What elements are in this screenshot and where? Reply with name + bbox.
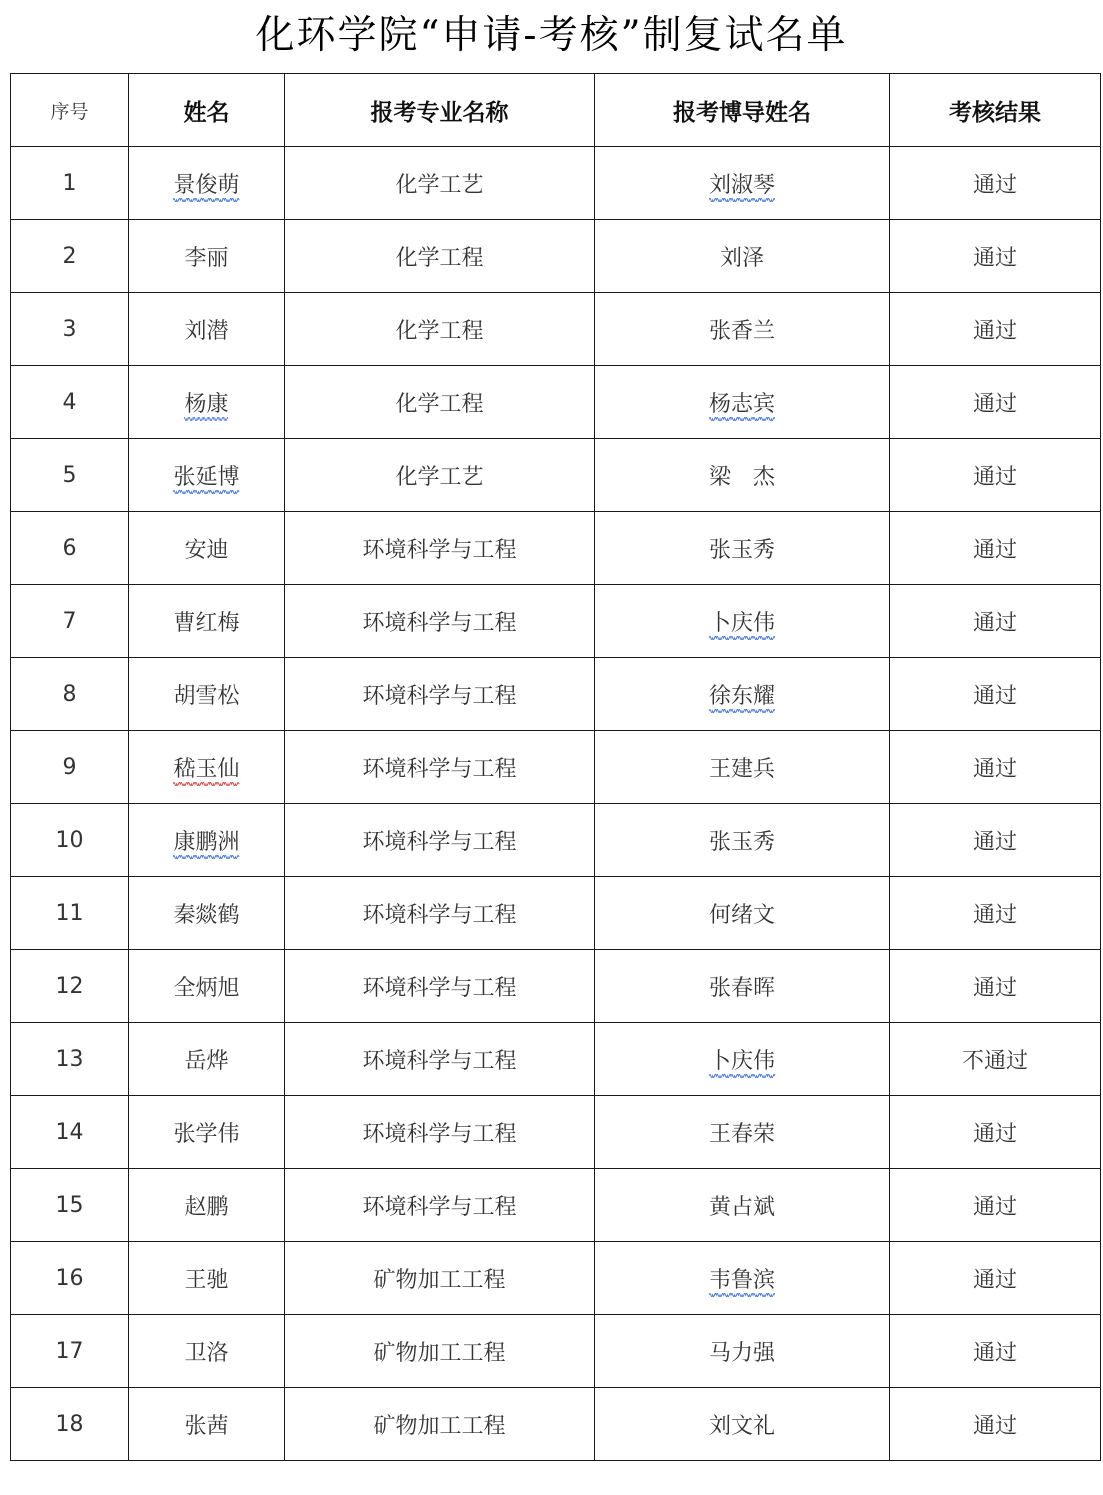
- cell-advisor: 刘文礼: [595, 1388, 890, 1461]
- cell-name: [129, 439, 285, 512]
- cell-name-text: 张延博: [173, 460, 239, 491]
- header-result: 考核结果: [890, 74, 1101, 147]
- cell-name: 安迪: [129, 512, 285, 585]
- table-row: [11, 950, 1101, 1023]
- cell-result: 通过: [890, 147, 1101, 220]
- cell-advisor: [595, 147, 890, 220]
- cell-seq: 4: [11, 366, 129, 439]
- cell-result: 通过: [890, 804, 1101, 877]
- cell-major: 矿物加工工程: [285, 1388, 595, 1461]
- cell-advisor: 王建兵: [595, 731, 890, 804]
- spellcheck-underline: [173, 197, 239, 203]
- cell-advisor-text: 卜庆伟: [709, 1044, 775, 1075]
- table-row: [11, 1169, 1101, 1242]
- cell-name: [129, 147, 285, 220]
- cell-advisor: 刘泽: [595, 220, 890, 293]
- cell-result: 通过: [890, 1169, 1101, 1242]
- cell-major: 环境科学与工程: [285, 658, 595, 731]
- cell-advisor: [595, 1023, 890, 1096]
- table-row: [11, 1315, 1101, 1388]
- cell-seq: 11: [11, 877, 129, 950]
- table-row: [11, 1242, 1101, 1315]
- cell-name-text: 嵇玉仙: [173, 752, 239, 783]
- cell-major: 环境科学与工程: [285, 877, 595, 950]
- header-name: 姓名: [129, 74, 285, 147]
- cell-advisor: 张玉秀: [595, 512, 890, 585]
- table-row: [11, 293, 1101, 366]
- cell-result: 通过: [890, 1388, 1101, 1461]
- spellcheck-underline: [709, 1073, 775, 1079]
- cell-result: 通过: [890, 877, 1101, 950]
- cell-seq: 1: [11, 147, 129, 220]
- cell-seq: 2: [11, 220, 129, 293]
- document-title: 化环学院“申请-考核”制复试名单: [255, 13, 848, 58]
- cell-name: 王驰: [129, 1242, 285, 1315]
- cell-name-text: 景俊萌: [173, 168, 239, 199]
- cell-name: 胡雪松: [129, 658, 285, 731]
- cell-seq: 13: [11, 1023, 129, 1096]
- cell-name: 张学伟: [129, 1096, 285, 1169]
- table-row: [11, 658, 1101, 731]
- cell-result: 通过: [890, 658, 1101, 731]
- cell-name: 全炳旭: [129, 950, 285, 1023]
- table-row: [11, 220, 1101, 293]
- cell-result: 通过: [890, 731, 1101, 804]
- cell-result: 通过: [890, 439, 1101, 512]
- cell-result: 通过: [890, 1315, 1101, 1388]
- cell-major: 化学工程: [285, 293, 595, 366]
- cell-advisor: 马力强: [595, 1315, 890, 1388]
- cell-major: 环境科学与工程: [285, 1096, 595, 1169]
- cell-advisor: 王春荣: [595, 1096, 890, 1169]
- spellcheck-underline: [709, 708, 775, 714]
- cell-seq: 3: [11, 293, 129, 366]
- cell-major: 环境科学与工程: [285, 1169, 595, 1242]
- cell-name-text: 康鹏洲: [173, 825, 239, 856]
- table-row: [11, 585, 1101, 658]
- cell-advisor: 张香兰: [595, 293, 890, 366]
- cell-seq: 7: [11, 585, 129, 658]
- cell-advisor: [595, 658, 890, 731]
- cell-seq: 9: [11, 731, 129, 804]
- cell-major: 环境科学与工程: [285, 950, 595, 1023]
- cell-name: 刘潜: [129, 293, 285, 366]
- cell-seq: 6: [11, 512, 129, 585]
- cell-name: [129, 731, 285, 804]
- spellcheck-underline: [709, 197, 775, 203]
- cell-result: 通过: [890, 585, 1101, 658]
- cell-seq: 10: [11, 804, 129, 877]
- cell-advisor: 张玉秀: [595, 804, 890, 877]
- cell-result: 通过: [890, 366, 1101, 439]
- cell-seq: 5: [11, 439, 129, 512]
- cell-major: 化学工程: [285, 220, 595, 293]
- cell-seq: 14: [11, 1096, 129, 1169]
- cell-result: 通过: [890, 293, 1101, 366]
- table-row: [11, 147, 1101, 220]
- table-row: [11, 731, 1101, 804]
- cell-name: [129, 366, 285, 439]
- cell-major: 化学工艺: [285, 147, 595, 220]
- cell-advisor: [595, 1242, 890, 1315]
- cell-advisor-text: 徐东耀: [709, 679, 775, 710]
- cell-advisor-text: 杨志宾: [709, 387, 775, 418]
- table-row: [11, 1388, 1101, 1461]
- cell-major: 环境科学与工程: [285, 804, 595, 877]
- spellcheck-underline: [173, 489, 239, 495]
- header-advisor: 报考博导姓名: [595, 74, 890, 147]
- cell-seq: 16: [11, 1242, 129, 1315]
- spellcheck-underline: [230, 52, 396, 58]
- table-row: [11, 804, 1101, 877]
- cell-advisor: [595, 585, 890, 658]
- cell-name: 曹红梅: [129, 585, 285, 658]
- cell-result: 通过: [890, 220, 1101, 293]
- cell-advisor-text: 卜庆伟: [709, 606, 775, 637]
- cell-result: 通过: [890, 950, 1101, 1023]
- cell-advisor: [595, 366, 890, 439]
- table-row: [11, 1096, 1101, 1169]
- cell-name: 岳烨: [129, 1023, 285, 1096]
- cell-major: 环境科学与工程: [285, 1023, 595, 1096]
- cell-result: 不通过: [890, 1023, 1101, 1096]
- cell-name: [129, 804, 285, 877]
- table-row: [11, 1023, 1101, 1096]
- cell-name: 张茜: [129, 1388, 285, 1461]
- admission-table: [10, 73, 1101, 1461]
- cell-result: 通过: [890, 1096, 1101, 1169]
- spellcheck-underline: [709, 635, 775, 641]
- cell-advisor: 黄占斌: [595, 1169, 890, 1242]
- cell-major: 化学工艺: [285, 439, 595, 512]
- header-major: 报考专业名称: [285, 74, 595, 147]
- spellcheck-underline: [184, 416, 228, 422]
- cell-major: 环境科学与工程: [285, 512, 595, 585]
- cell-major: 环境科学与工程: [285, 585, 595, 658]
- cell-seq: 12: [11, 950, 129, 1023]
- table-body: [11, 147, 1101, 1461]
- spellcheck-underline: [173, 781, 239, 787]
- cell-major: 矿物加工工程: [285, 1315, 595, 1388]
- cell-result: 通过: [890, 1242, 1101, 1315]
- cell-major: 环境科学与工程: [285, 731, 595, 804]
- cell-major: 矿物加工工程: [285, 1242, 595, 1315]
- cell-name: 卫洛: [129, 1315, 285, 1388]
- cell-name: 李丽: [129, 220, 285, 293]
- spellcheck-underline: [709, 416, 775, 422]
- table-header-row: [11, 74, 1101, 147]
- table-row: [11, 366, 1101, 439]
- cell-seq: 18: [11, 1388, 129, 1461]
- spellcheck-underline: [173, 854, 239, 860]
- table-row: [11, 439, 1101, 512]
- spellcheck-underline: [709, 1292, 775, 1298]
- table-row: [11, 877, 1101, 950]
- cell-seq: 15: [11, 1169, 129, 1242]
- cell-name: 赵鹏: [129, 1169, 285, 1242]
- cell-advisor: 梁 杰: [595, 439, 890, 512]
- table-row: [11, 512, 1101, 585]
- cell-result: 通过: [890, 512, 1101, 585]
- cell-seq: 17: [11, 1315, 129, 1388]
- cell-major: 化学工程: [285, 366, 595, 439]
- cell-name-text: 杨康: [184, 387, 228, 418]
- cell-advisor: 张春晖: [595, 950, 890, 1023]
- cell-name: 秦燚鹤: [129, 877, 285, 950]
- cell-advisor-text: 刘淑琴: [709, 168, 775, 199]
- cell-seq: 8: [11, 658, 129, 731]
- cell-advisor: 何绪文: [595, 877, 890, 950]
- cell-advisor-text: 韦鲁滨: [709, 1263, 775, 1294]
- header-seq: 序号: [11, 74, 129, 147]
